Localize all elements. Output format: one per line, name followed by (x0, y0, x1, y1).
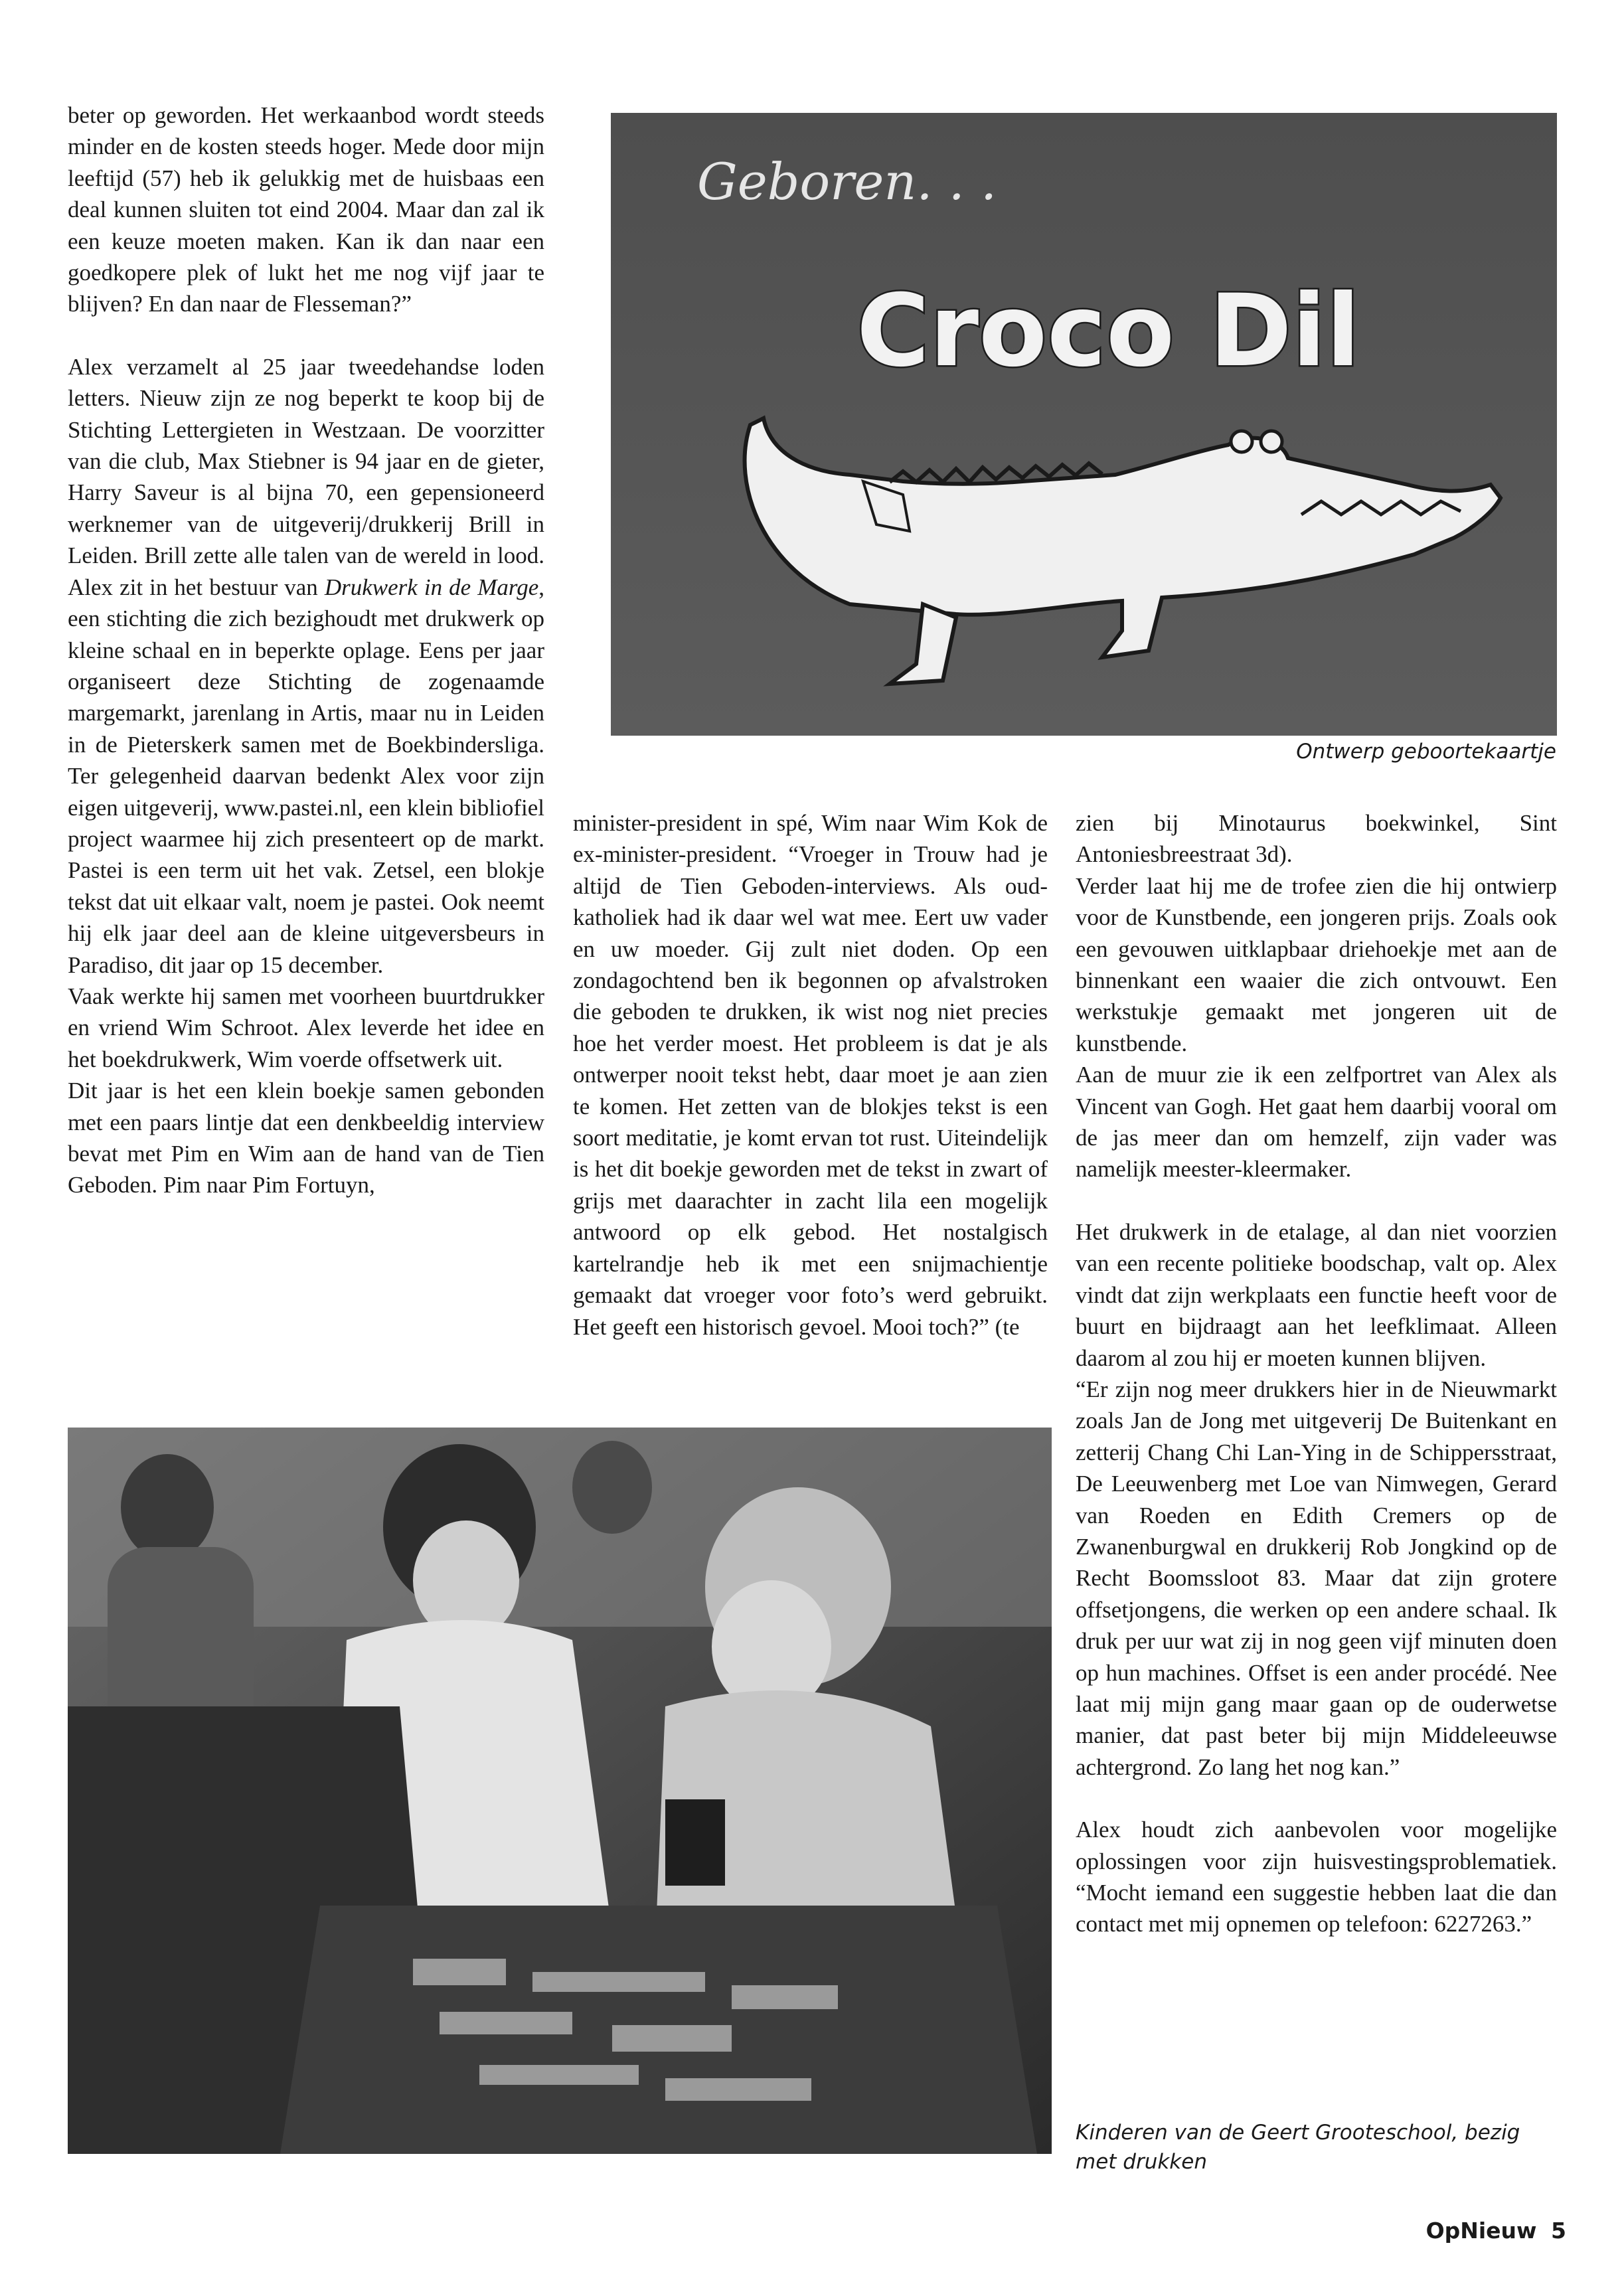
crocodile-illustration (611, 113, 1557, 736)
birth-card-image (611, 113, 1557, 736)
birth-card-caption: Ontwerp geboortekaartje (1296, 740, 1556, 764)
paragraph: Het drukwerk in de etalage, al dan niet voorzien van een recente politieke boodschap, valt op. Alex vindt dat zijn werkplaats een functie heeft voor de buurt en bijdraagt aan het leefklimaat. Alleen daarom al zou hij er moeten kunnen blijven. (1076, 1218, 1557, 1371)
paragraph: Aan de muur zie ik een zelfportret van Alex als Vincent van Gogh. Het gaat hem daarbij vooral om de jas meer dan om hemzelf, zijn vader was namelijk meester-kleermaker. (1076, 1062, 1557, 1183)
italic-title: Drukwerk in de Marge (324, 574, 539, 600)
paragraph: Verder laat hij me de trofee zien die hij ontwierp voor de Kunstbende, een jongeren prijs. Zoals ook een gevouwen uitklapbaar driehoekje met aan de binnenkant een waaier die zich ontvouwt. Een werkstukje gemaakt met jongeren uit de kunstbende. (1076, 872, 1557, 1056)
children-printing-photo (68, 1428, 1052, 2154)
paragraph: minister-president in spé, Wim naar Wim Kok de ex-minister-president. “Vroeger in Trouw had je altijd de Tien Geboden-interviews. Als oud-katholiek had ik daar wel wat mee. Eert uw vader en uw moeder. Gij zult niet doden. Op een zondagochtend ben ik begonnen op afvalstroken die geboden te drukken, ik wist nog niet precies hoe het verder moest. Het probleem is dat je als ontwerper nooit tekst hebt, daar moet je aan zien te komen. Het zetten van de blokjes tekst is een soort meditatie, je komt ervan tot rust. Uiteindelijk is het dit boekje geworden met de tekst in zwart of grijs met daarachter in zacht lila een mogelijk antwoord op elk gebod. Het nostalgisch kartelrandje heb ik met een snijmachientje gemaakt dat vroeger voor foto’s werd gebruikt. Het geeft een historisch gevoel. Mooi toch?” (te (573, 810, 1048, 1340)
crocodile-eye-right (1261, 431, 1282, 452)
card-script-title: Geboren. . . (697, 152, 997, 211)
paragraph: Dit jaar is het een klein boekje samen gebonden met een paars lintje dat een denkbeeldig interview bevat met Pim en Wim aan de hand van de Tien Geboden. Pim naar Pim Fortuyn, (68, 1078, 544, 1198)
article-column-2 (573, 807, 1048, 1343)
children-photo-caption: Kinderen van de Geert Grooteschool, bezig met drukken (1076, 2121, 1520, 2174)
paragraph: “Er zijn nog meer drukkers hier in de Nieuwmarkt zoals Jan de Jong met uitgeverij De Buitenkant en zetterij Chang Chi Lan-Ying in de Schippersstraat, De Leeuwenberg met Loe van Nimwegen, Gerard van Roeden en Edith Cremers op de Zwanenburgwal en drukkerij Rob Jongkind op de Recht Boomssloot 83. Maar dat zijn grotere offsetjongens, die werken op een andere schaal. Ik druk per uur wat zij in nog geen vijf minuten doen op hun machines. Offset is een ander procédé. Nee laat mij mijn gang maar gaan op de ouderwetse manier, dat past beter bij mijn Middeleeuwse achtergrond. Zo lang het nog kan.” (1076, 1376, 1557, 1780)
magazine-name: OpNieuw (1425, 2218, 1537, 2244)
crocodile-eye-left (1231, 431, 1252, 452)
paragraph: Alex verzamelt al 25 jaar tweedehandse loden letters. Nieuw zijn ze nog beperkt te koop bij de Stichting Lettergieten in Westzaan. De voorzitter van die club, Max Stiebner is 94 jaar en de gieter, Harry Saveur is al bijna 70, een gepensioneerd werknemer van de uitgeverij/drukkerij Brill in Leiden. Brill zette alle talen van de wereld in lood. Alex zit in het bestuur van Drukwerk in de Marge, een stichting die zich bezighoudt met drukwerk op kleine schaal en in beperkte oplage. Eens per jaar organiseert deze Stichting de zogenaamde margemarkt, jarenlang in Artis, maar nu in Leiden in de Pieterskerk samen met de Boekbindersliga. Ter gelegenheid daarvan bedenkt Alex voor zijn eigen uitgeverij, www.pastei.nl, een klein bibliofiel project waarmee hij zich presenteert op de markt. Pastei is een term uit het vak. Zetsel, een blokje tekst dat uit elkaar valt, noem je pastei. Ook neemt hij elk jaar deel aan de kleine uitgeversbeurs in Paradiso, dit jaar op 15 december. (68, 353, 544, 978)
page-footer (1426, 2218, 1566, 2244)
paragraph: beter op geworden. Het werkaanbod wordt steeds minder en de kosten steeds hoger. Mede door mijn leeftijd (57) heb ik gelukkig met de huisbaas een deal kunnen sluiten tot eind 2004. Maar dan zal ik een keuze moeten maken. Kan ik dan naar een goedkopere plek of lukt het me nog vijf jaar te blijven? En dan naar de Flesseman?” (68, 102, 544, 317)
article-column-3 (1076, 807, 1557, 1940)
paragraph: Alex houdt zich aanbevolen voor mogelijke oplossingen voor zijn huisvestingsproblematiek. “Mocht iemand een suggestie hebben laat die dan contact met mij opnemen op telefoon: 6227263.” (1076, 1817, 1557, 1937)
paragraph: zien bij Minotaurus boekwinkel, Sint Antoniesbreestraat 3d). (1076, 810, 1557, 868)
card-title: Croco Dil (856, 274, 1360, 389)
article-column-1 (68, 100, 544, 1201)
paragraph: Vaak werkte hij samen met voorheen buurtdrukker en vriend Wim Schroot. Alex leverde het idee en het boekdrukwerk, Wim voerde offsetwerk uit. (68, 983, 544, 1072)
page-number: 5 (1551, 2218, 1566, 2244)
